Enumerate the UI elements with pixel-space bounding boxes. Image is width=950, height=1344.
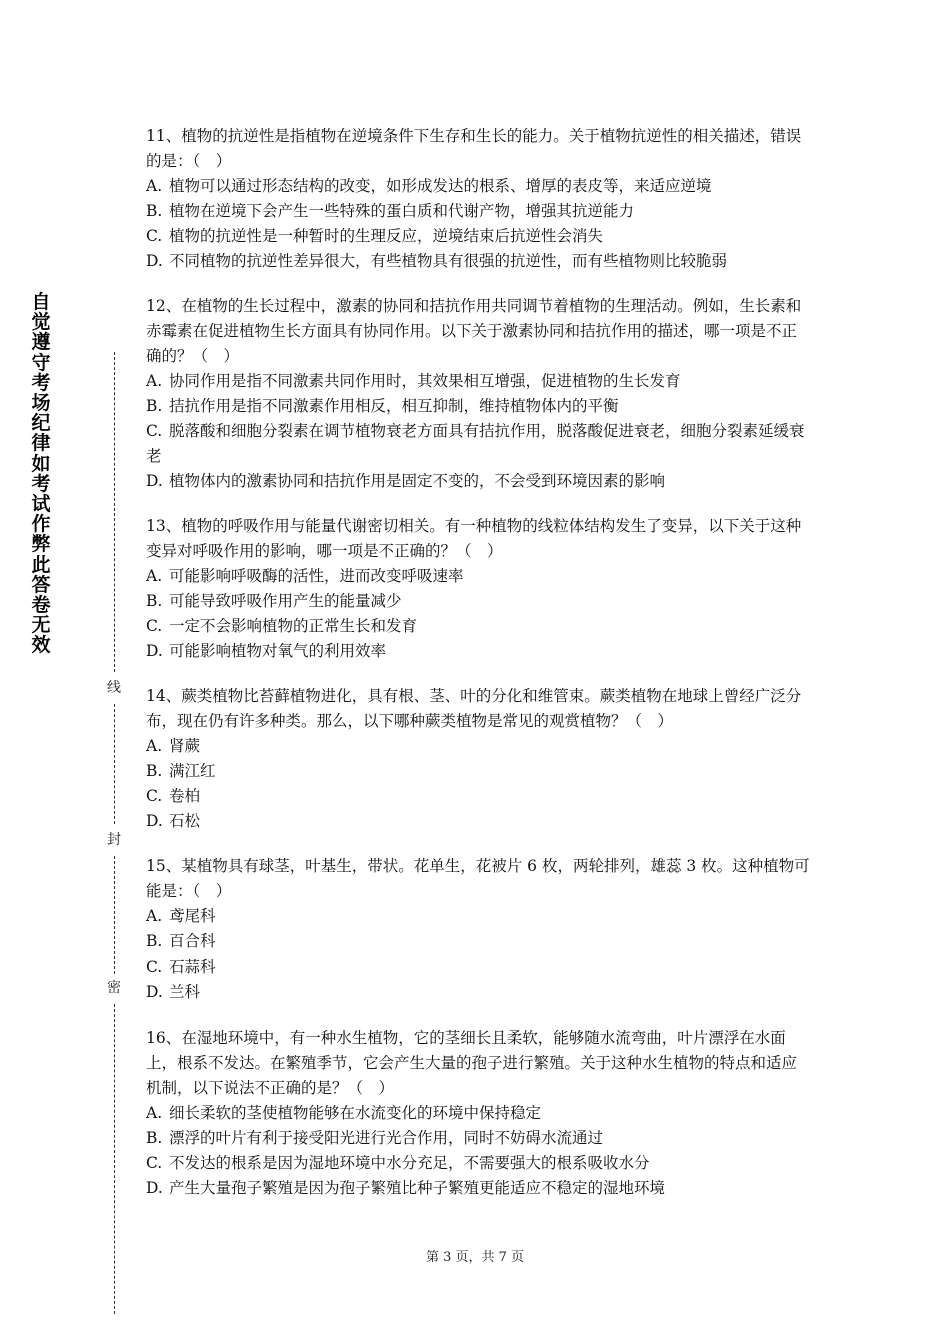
option-text: 产生大量孢子繁殖是因为孢子繁殖比种子繁殖更能适应不稳定的湿地环境 xyxy=(169,1178,666,1197)
option-c xyxy=(146,1151,810,1176)
option-a xyxy=(146,1101,810,1126)
question-14 xyxy=(146,684,810,834)
option-letter: C. xyxy=(146,1153,163,1172)
question-stem: 14、蕨类植物比苔藓植物进化，具有根、茎、叶的分化和维管束。蕨类植物在地球上曾经广泛分布，现在仍有许多种类。那么，以下哪种蕨类植物是常见的观赏植物？（ ） xyxy=(146,687,802,730)
binding-cut-line-top xyxy=(114,352,115,672)
option-text: 鸢尾科 xyxy=(169,907,216,925)
option-text: 百合科 xyxy=(169,932,216,951)
option-c xyxy=(146,224,810,249)
option-text: 可能导致呼吸作用产生的能量减少 xyxy=(169,592,402,610)
binding-label-secret: 密 xyxy=(104,980,124,996)
option-text: 拮抗作用是指不同激素作用相反，相互抑制，维持植物体内的平衡 xyxy=(169,397,619,415)
option-text: 石松 xyxy=(169,812,201,830)
option-a xyxy=(146,734,810,759)
binding-cut-line-bottom xyxy=(114,1004,115,1314)
option-letter: D. xyxy=(146,983,163,1002)
binding-label-seal: 封 xyxy=(104,832,124,848)
binding-label-line: 线 xyxy=(104,680,124,696)
question-13 xyxy=(146,514,810,664)
option-text: 兰科 xyxy=(169,983,201,1002)
option-text: 漂浮的叶片有利于接受阳光进行光合作用，同时不妨碍水流通过 xyxy=(169,1128,604,1147)
option-letter: A. xyxy=(146,737,163,755)
option-text: 植物的抗逆性是一种暂时的生理反应，逆境结束后抗逆性会消失 xyxy=(169,227,604,245)
option-text: 石蒜科 xyxy=(169,957,216,976)
option-letter: C. xyxy=(146,617,163,635)
option-c xyxy=(146,955,810,980)
option-d xyxy=(146,980,810,1005)
option-text: 脱落酸和细胞分裂素在调节植物衰老方面具有拮抗作用，脱落酸促进衰老，细胞分裂素延缓衰老 xyxy=(146,422,805,465)
binding-cut-line-lower xyxy=(114,856,115,974)
option-a xyxy=(146,564,810,589)
option-letter: D. xyxy=(146,1178,163,1197)
option-text: 植物体内的激素协同和拮抗作用是固定不变的，不会受到环境因素的影响 xyxy=(169,472,666,490)
option-text: 植物在逆境下会产生一些特殊的蛋白质和代谢产物，增强其抗逆能力 xyxy=(169,202,635,220)
option-text: 卷柏 xyxy=(169,787,201,805)
option-a xyxy=(146,904,810,929)
option-letter: B. xyxy=(146,932,163,951)
question-11 xyxy=(146,124,810,274)
option-text: 满江红 xyxy=(169,762,216,780)
exam-discipline-notice: 自觉遵守考场纪律如考试作弊此答卷无效 xyxy=(31,291,51,657)
option-letter: A. xyxy=(146,372,163,390)
option-b xyxy=(146,929,810,954)
option-letter: D. xyxy=(146,642,163,660)
option-letter: B. xyxy=(146,397,163,415)
option-b xyxy=(146,589,810,614)
binding-cut-line-middle xyxy=(114,704,115,824)
question-list xyxy=(146,124,810,1221)
option-letter: D. xyxy=(146,472,163,490)
option-d xyxy=(146,639,810,664)
option-d xyxy=(146,249,810,274)
option-a xyxy=(146,174,810,199)
option-b xyxy=(146,199,810,224)
option-letter: A. xyxy=(146,177,163,195)
option-c xyxy=(146,614,810,639)
page-number-footer: 第 3 页，共 7 页 xyxy=(425,1250,525,1265)
question-stem: 13、植物的呼吸作用与能量代谢密切相关。有一种植物的线粒体结构发生了变异，以下关于这种变异对呼吸作用的影响，哪一项是不正确的？（ ） xyxy=(146,517,802,560)
option-text: 肾蕨 xyxy=(169,737,201,755)
option-c xyxy=(146,784,810,809)
option-a xyxy=(146,369,810,394)
option-d xyxy=(146,809,810,834)
question-stem: 15、某植物具有球茎，叶基生，带状。花单生，花被片 6 枚，两轮排列，雄蕊 3 枚。这种植物可能是：（ ） xyxy=(146,857,810,900)
question-15 xyxy=(146,854,810,1006)
option-text: 不同植物的抗逆性差异很大，有些植物具有很强的抗逆性，而有些植物则比较脆弱 xyxy=(169,252,728,270)
option-letter: C. xyxy=(146,227,163,245)
option-b xyxy=(146,394,810,419)
option-letter: B. xyxy=(146,202,163,220)
option-letter: B. xyxy=(146,762,163,780)
option-text: 协同作用是指不同激素共同作用时，其效果相互增强，促进植物的生长发育 xyxy=(169,372,681,390)
question-stem: 12、在植物的生长过程中，激素的协同和拮抗作用共同调节着植物的生理活动。例如，生长素和赤霉素在促进植物生长方面具有协同作用。以下关于激素协同和拮抗作用的描述，哪一项是不正确的？（ ） xyxy=(146,297,802,365)
option-letter: B. xyxy=(146,1128,163,1147)
option-text: 植物可以通过形态结构的改变，如形成发达的根系、增厚的表皮等，来适应逆境 xyxy=(169,177,712,195)
option-b xyxy=(146,759,810,784)
option-text: 可能影响植物对氧气的利用效率 xyxy=(169,642,387,660)
option-letter: C. xyxy=(146,422,163,440)
option-c xyxy=(146,419,810,469)
option-text: 可能影响呼吸酶的活性，进而改变呼吸速率 xyxy=(169,567,464,585)
option-letter: D. xyxy=(146,252,163,270)
question-stem: 11、植物的抗逆性是指植物在逆境条件下生存和生长的能力。关于植物抗逆性的相关描述，错误的是：（ ） xyxy=(146,127,802,170)
option-text: 细长柔软的茎使植物能够在水流变化的环境中保持稳定 xyxy=(169,1103,542,1122)
option-d xyxy=(146,469,810,494)
option-b xyxy=(146,1126,810,1151)
question-16 xyxy=(146,1026,810,1201)
question-stem: 16、在湿地环境中，有一种水生植物，它的茎细长且柔软，能够随水流弯曲，叶片漂浮在水面上，根系不发达。在繁殖季节，它会产生大量的孢子进行繁殖。关于这种水生植物的特点和适应机制，以下说法不正确的是？（ ） xyxy=(146,1028,798,1097)
option-text: 不发达的根系是因为湿地环境中水分充足，不需要强大的根系吸收水分 xyxy=(169,1153,650,1172)
option-letter: B. xyxy=(146,592,163,610)
option-text: 一定不会影响植物的正常生长和发育 xyxy=(169,617,418,635)
option-letter: A. xyxy=(146,907,163,925)
option-letter: C. xyxy=(146,957,163,976)
option-letter: A. xyxy=(146,567,163,585)
option-letter: A. xyxy=(146,1103,163,1122)
option-letter: C. xyxy=(146,787,163,805)
option-d xyxy=(146,1176,810,1201)
question-12 xyxy=(146,294,810,494)
option-letter: D. xyxy=(146,812,163,830)
